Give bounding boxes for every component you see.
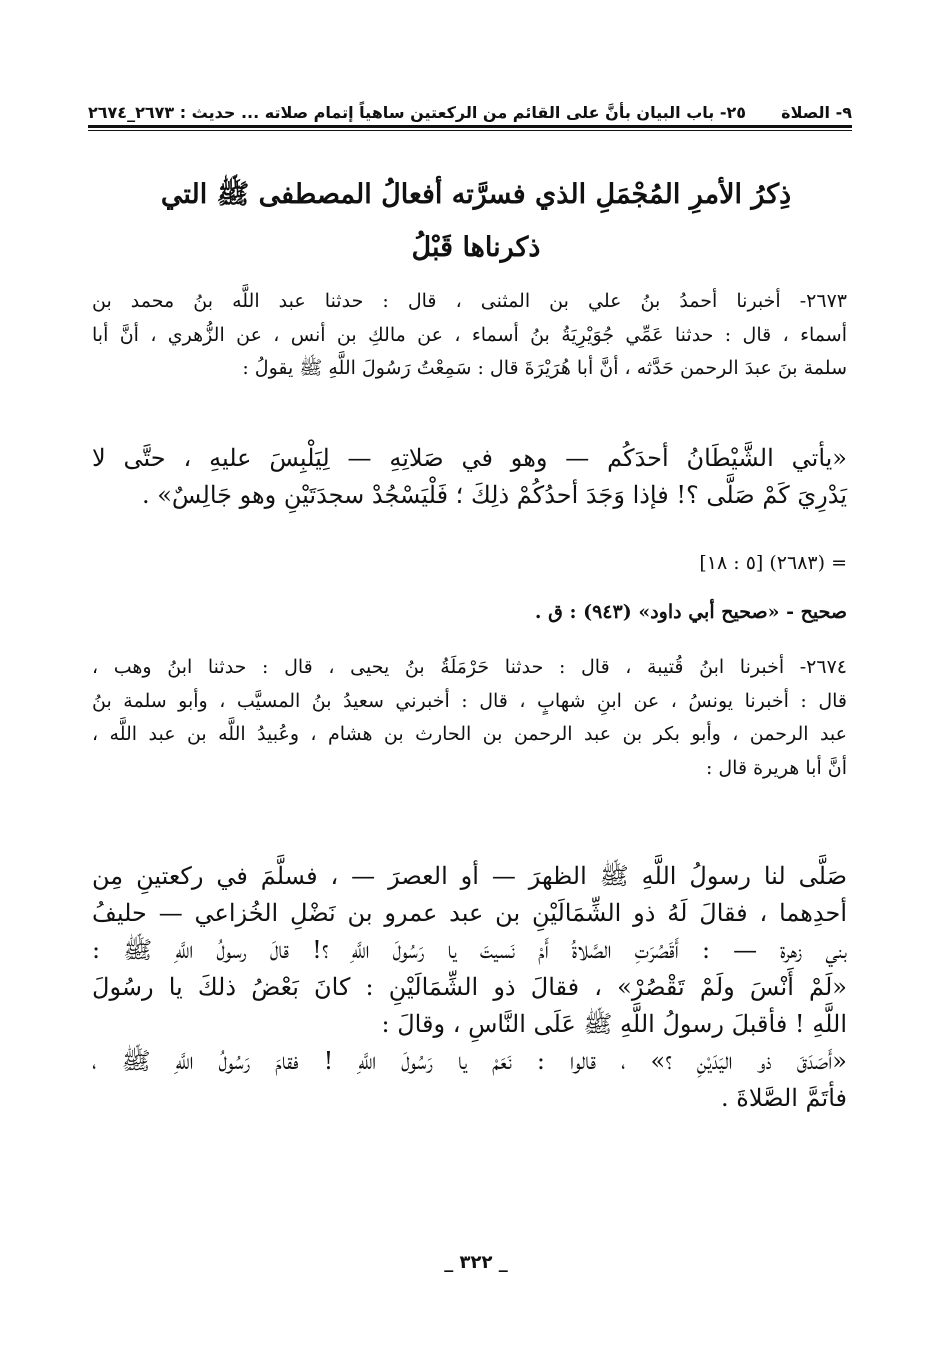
chapter-title-line-1: ذِكرُ الأمرِ المُجْمَلِ الذي فسرَّته أفعالُ المصطفى ﷺ التي: [160, 179, 792, 210]
hadith-2674-matn: [92, 858, 847, 1117]
text-line: ٢٦٧٤- أخبرنا ابنُ قُتيبة ، قال : حدثنا حَرْمَلَةُ بنُ يحيى ، قال : حدثنا ابنُ وهب ،: [92, 656, 847, 678]
text-line: أحدِهما ، فقالَ لَهُ ذو الشِّمَالَيْنِ بن عبد عمرو بن نَضْلِ الخُزاعي — حليفُ: [92, 899, 847, 927]
chapter-title-line-2: ذكرناها قَبْلُ: [411, 232, 541, 263]
chapter-title: [150, 168, 802, 274]
text-line: بني زهرة — : أَقَصُرَتِ الصَّلاةُ أَمْ نَسيتَ يا رَسُولَ اللَّهِ ؟! قالَ رسولُ اللَّهِ ﷺ :: [92, 936, 847, 964]
hadith-2673-grade: صحيح - «صحيح أبي داود» (٩٤٣) : ق .: [534, 601, 847, 623]
header-chapter: ٢٥- باب البيان بأنَّ على القائم من الركعتين ساهياً إتمام صلاته ... حديث : ٢٦٧٣_٢٦٧٤: [88, 103, 747, 122]
header-divider: [88, 125, 852, 131]
header-section: ٩- الصلاة: [781, 103, 852, 122]
text-line: صَلَّى لنا رسولُ اللَّهِ ﷺ الظهرَ — أو العصرَ — ، فسلَّمَ في ركعتينِ مِن: [92, 862, 847, 890]
text-line: أنَّ أبا هريرة قال :: [705, 756, 847, 779]
text-line: فأتَمَّ الصَّلاةَ .: [720, 1084, 847, 1112]
text-line: «لَمْ أَنْسَ ولَمْ تَقْصُرْ» ، فقالَ ذو الشِّمَالَيْنِ : كانَ بَعْضُ ذلكَ يا رسُولَ: [92, 973, 847, 1001]
text-line: «أَصَدَقَ ذو اليَدَيْنِ ؟» ، قالوا : نَعَمْ يا رَسُولَ اللَّهِ ! فقامَ رَسُولُ اللَّهِ ﷺ ،: [92, 1047, 847, 1075]
text-line: ٢٦٧٣- أخبرنا أحمدُ بنُ علي بن المثنى ، قال : حدثنا عبد اللَّه بنُ محمد بن: [92, 290, 847, 312]
text-line: عبد الرحمن ، وأبو بكر بن عبد الرحمن بن الحارث بن هشام ، وعُبيدُ اللَّه بن عبد اللَّه ،: [92, 723, 847, 745]
text-line: «يأتي الشَّيْطَانُ أحدَكُم — وهو في صَلاتِهِ — لِيَلْبِسَ عليهِ ، حتَّى لا: [92, 444, 847, 472]
page-number: _ ٣٢٢ _: [444, 1252, 508, 1273]
text-line: يَدْرِيَ كَمْ صَلَّى ؟! فإذا وَجَدَ أحدُكُمْ ذلِكَ ؛ فَلْيَسْجُدْ سجدَتَيْنِ وهو جَالِسٌ» .: [141, 481, 847, 509]
hadith-2674-isnad: [92, 651, 847, 785]
running-header: [88, 92, 852, 122]
text-line: اللَّهِ ! فأقبلَ رسولُ اللَّهِ ﷺ عَلَى النَّاسِ ، وقالَ :: [381, 1010, 847, 1038]
hadith-2673-reference: = (٢٦٨٣) [٥ : ١٨]: [699, 552, 847, 574]
text-line: قال : أخبرنا يونسُ ، عن ابنِ شهابٍ ، قال : أخبرني سعيدُ بنُ المسيَّب ، وأبو سلمة بنُ: [92, 689, 847, 712]
text-line: أسماء ، قال : حدثنا عَمِّي جُوَيْرِيَةُ بنُ أسماء ، عن مالكِ بن أنس ، عن الزُّهري ، أنَّ أبا: [92, 323, 847, 346]
hadith-2673-isnad: [92, 285, 847, 386]
hadith-2673-matn: [92, 440, 847, 514]
text-line: سلمة بنَ عبدَ الرحمن حَدَّثه ، أنَّ أبا هُرَيْرَةَ قال : سَمِعْتُ رَسُولَ اللَّهِ ﷺ يقولُ :: [242, 357, 847, 379]
